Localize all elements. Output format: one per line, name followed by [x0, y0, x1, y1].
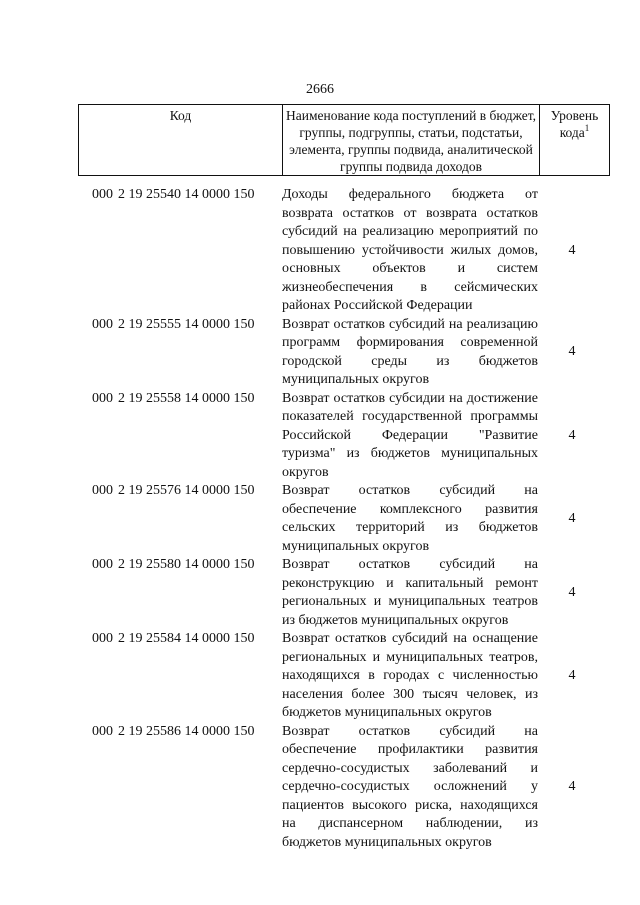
- header-level: [540, 105, 610, 176]
- page-number: 2666: [306, 82, 334, 97]
- footnote-marker: 1: [584, 123, 590, 133]
- row-level: 4: [568, 427, 576, 443]
- row-prefix: 000: [92, 187, 113, 202]
- table-row: [78, 316, 606, 390]
- row-name: Возврат остатков субсидий на реализацию программ формирования современной городской среды из бюджетов муниципальных округов: [282, 316, 538, 387]
- row-prefix: 000: [92, 557, 113, 572]
- row-level: 4: [568, 344, 576, 360]
- header-code: [79, 105, 283, 176]
- row-prefix: 000: [92, 390, 113, 406]
- table-header: [78, 104, 610, 176]
- header-name: [283, 105, 540, 176]
- header-name-label: Наименование кода поступлений в бюджет, группы, подгруппы, статьи, подстатьи, элемента, группы подвида, аналитической группы подвида доходов: [285, 108, 536, 174]
- table-row: [78, 186, 606, 316]
- table-row: [78, 556, 606, 630]
- row-name: Возврат остатков субсидий на обеспечение комплексного развития сельских территорий из бюджетов муниципальных округов: [282, 483, 538, 554]
- header-code-label: Код: [169, 108, 192, 123]
- table-row: [78, 390, 606, 483]
- row-name: Возврат остатков субсидий на оснащение региональных и муниципальных театров, находящихся в городах с численностью населения более 300 тысяч человек, из бюджетов муниципальных округов: [282, 631, 538, 720]
- header-level-label: Уровень кода: [550, 108, 599, 140]
- row-name: Возврат остатков субсидии на достижение показателей государственной программы Российской Федерации "Развитие туризма" из бюджетов муниципальных округов: [282, 390, 538, 480]
- table-body: [78, 186, 606, 852]
- row-level: 4: [568, 668, 576, 683]
- table-row: [78, 723, 606, 853]
- table-row: [78, 482, 606, 556]
- row-code: 2 19 25558 14 0000 150: [118, 390, 255, 406]
- row-code: 2 19 25540 14 0000 150: [118, 187, 255, 202]
- table-row: [78, 630, 606, 723]
- row-level: 4: [568, 242, 576, 258]
- row-prefix: 000: [92, 483, 113, 498]
- row-code: 2 19 25584 14 0000 150: [118, 631, 255, 646]
- row-code: 2 19 25576 14 0000 150: [118, 483, 255, 498]
- row-level: 4: [568, 779, 576, 794]
- row-prefix: 000: [92, 723, 113, 739]
- row-code: 2 19 25555 14 0000 150: [118, 316, 255, 332]
- row-prefix: 000: [92, 631, 113, 646]
- row-level: 4: [568, 510, 576, 526]
- row-level: 4: [568, 584, 576, 600]
- row-name: Возврат остатков субсидий на реконструкцию и капитальный ремонт региональных и муниципальных театров из бюджетов муниципальных округов: [282, 557, 538, 628]
- row-code: 2 19 25586 14 0000 150: [118, 723, 255, 739]
- row-name: Доходы федерального бюджета от возврата остатков от возврата остатков субсидий на реализацию мероприятий по повышению устойчивости жилых домов, основных объектов и систем жизнеобеспечения в сейсмических районах Российской Федерации: [282, 187, 538, 313]
- row-prefix: 000: [92, 316, 113, 332]
- row-code: 2 19 25580 14 0000 150: [118, 557, 255, 572]
- row-name: Возврат остатков субсидий на обеспечение профилактики развития сердечно-сосудистых заболеваний и сердечно-сосудистых осложнений у пациентов высокого риска, находящихся на диспансерном наблюдении, из бюджетов муниципальных округов: [282, 723, 538, 850]
